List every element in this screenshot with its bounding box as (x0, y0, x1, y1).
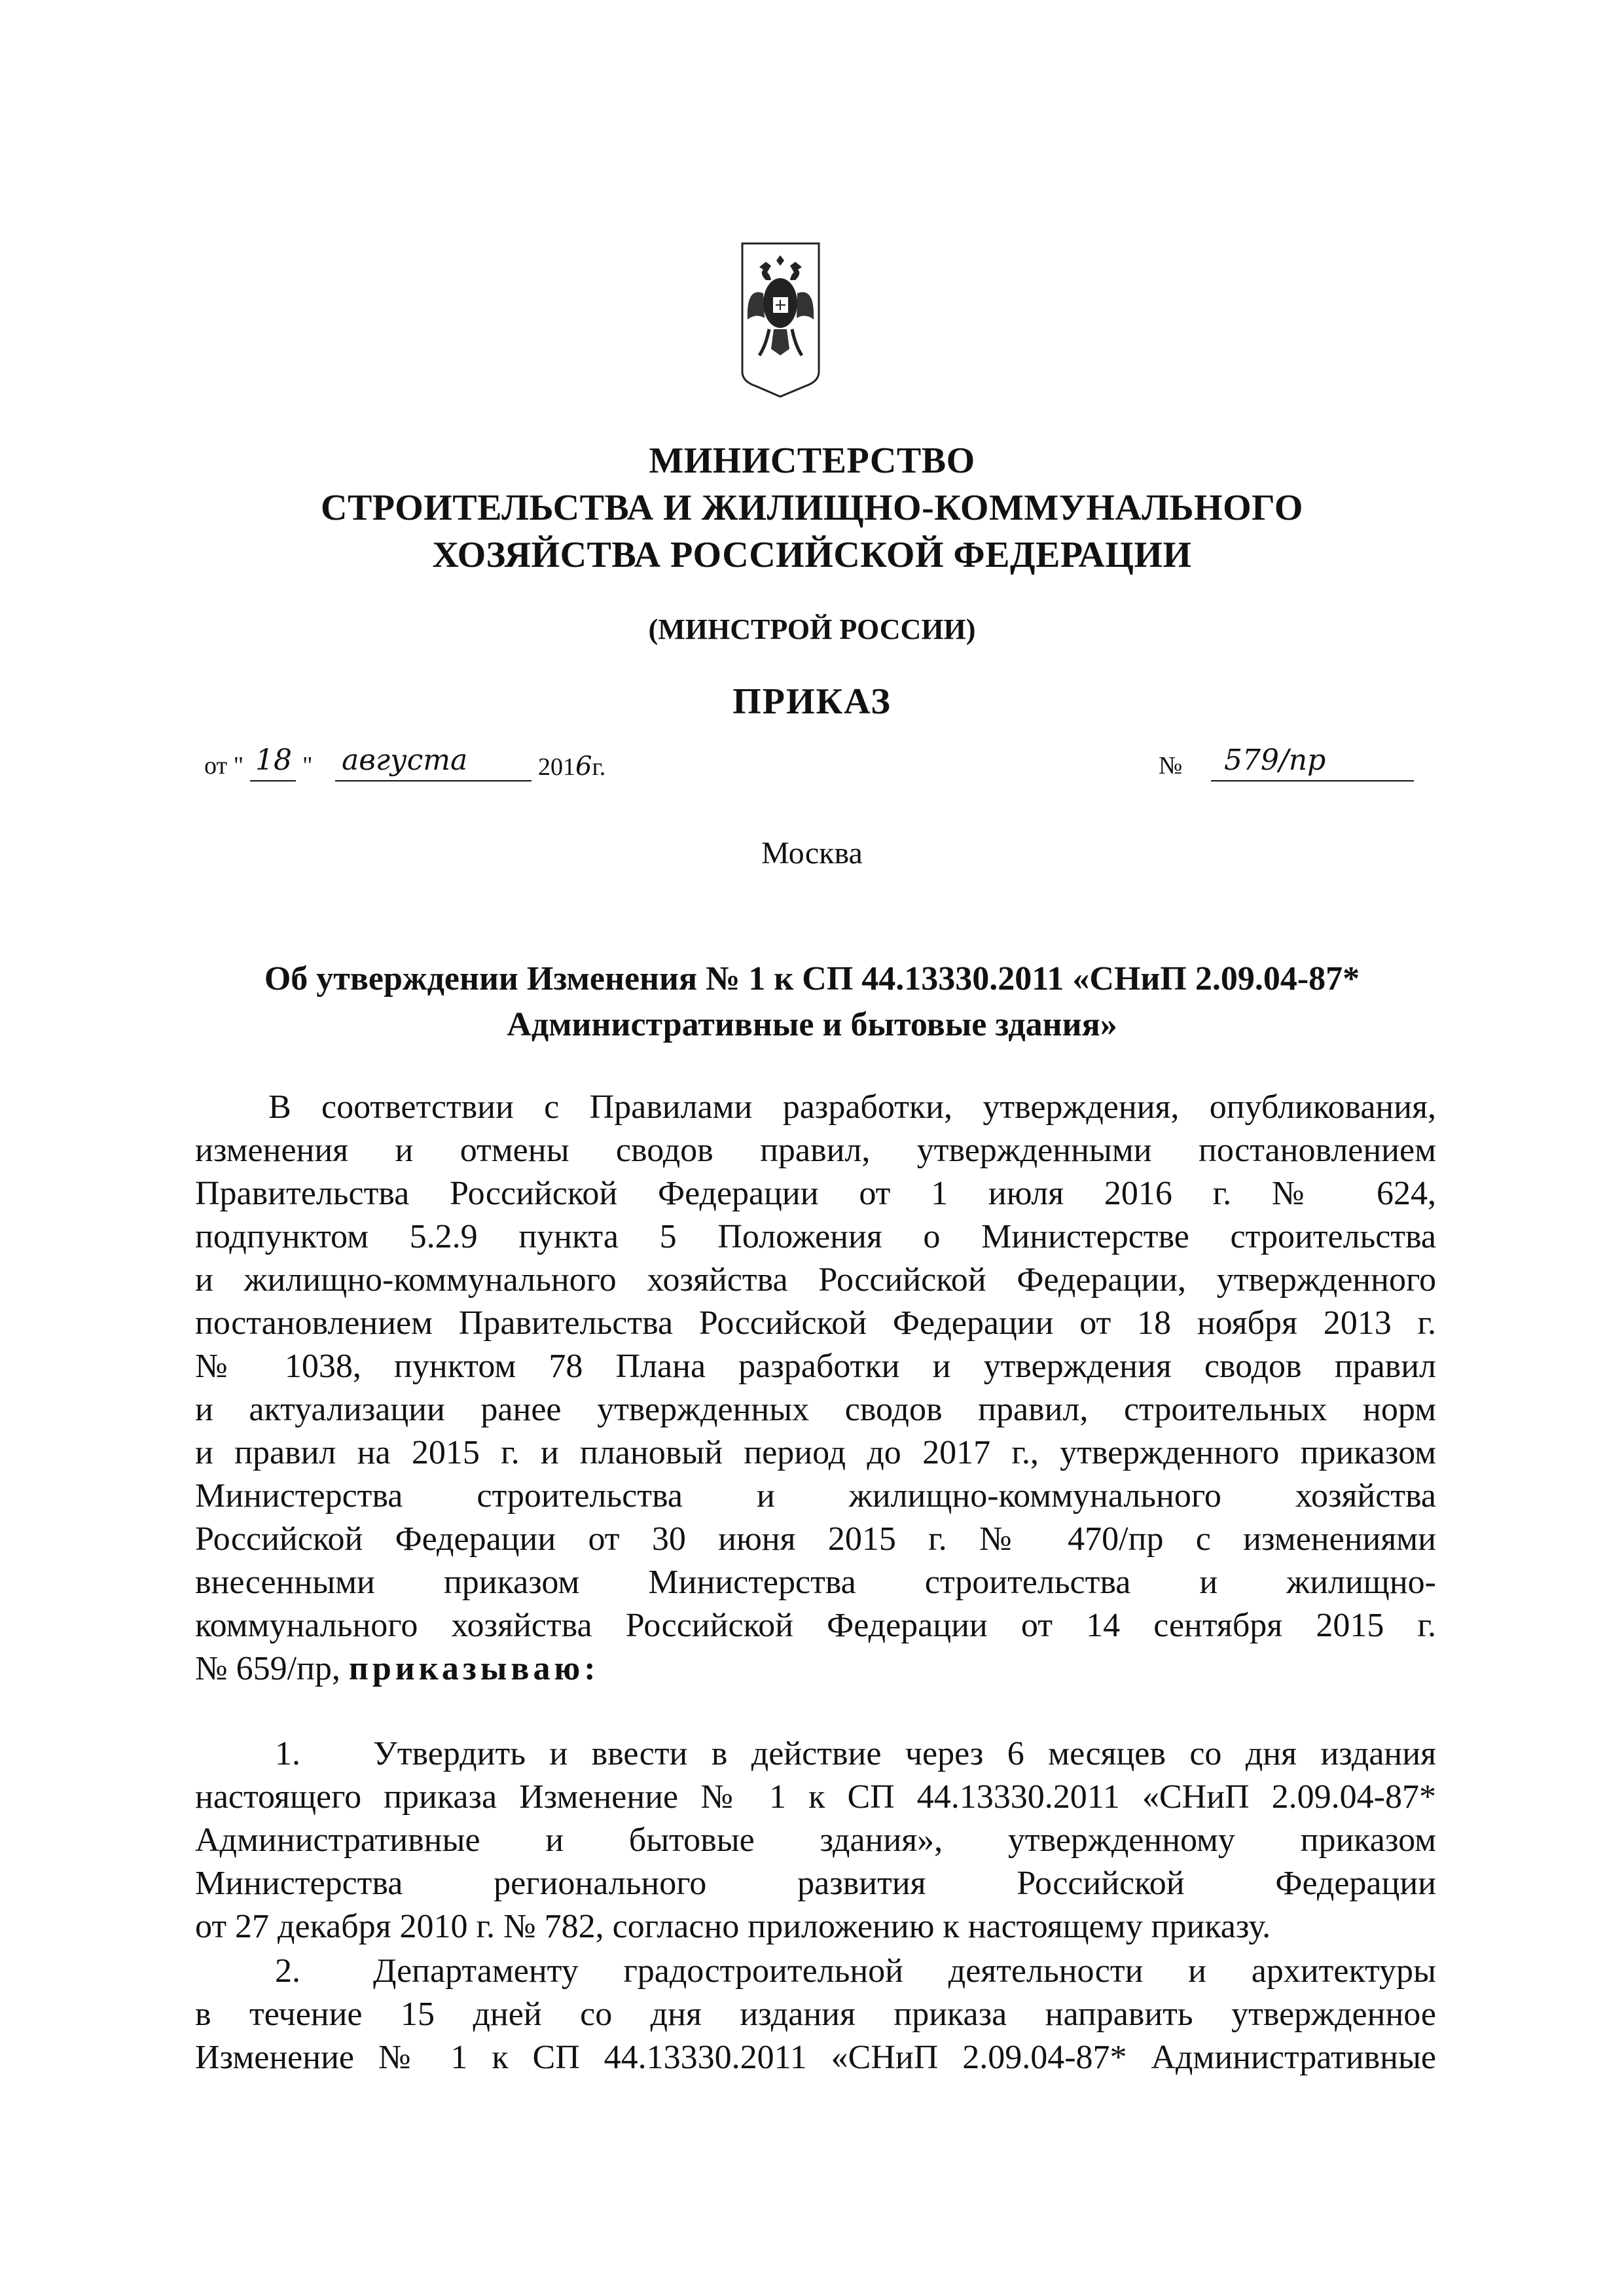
preamble-order-word: приказываю: (348, 1650, 600, 1687)
coat-of-arms-emblem (740, 241, 821, 404)
preamble-line: подпунктом 5.2.9 пункта 5 Положения о Министерстве строительства (195, 1218, 1436, 1255)
number-value: 579/пр (1224, 744, 1326, 777)
item-1-line: от 27 декабря 2010 г. № 782, согласно приложению к настоящему приказу. (195, 1908, 1271, 1945)
date-day: 18 (255, 744, 292, 777)
preamble-line: Российской Федерации от 30 июня 2015 г. № 470/пр с изменениями (195, 1520, 1436, 1558)
order-number (1159, 746, 1420, 785)
ministry-name-line-2: СТРОИТЕЛЬСТВА И ЖИЛИЩНО-КОММУНАЛЬНОГО (321, 488, 1303, 528)
number-prefix: № (1159, 752, 1183, 780)
preamble-line: и правил на 2015 г. и плановый период до 2017 г., утвержденного приказом (195, 1434, 1436, 1471)
preamble-line: и жилищно-коммунального хозяйства Российской Федерации, утвержденного (195, 1261, 1436, 1299)
item-1-line: Министерства регионального развития Российской Федерации (195, 1865, 1436, 1902)
preamble-line: Правительства Российской Федерации от 1 июля 2016 г. № 624, (195, 1175, 1436, 1212)
date-quote: " (302, 752, 313, 780)
preamble-line: Министерства строительства и жилищно-коммунального хозяйства (195, 1477, 1436, 1515)
preamble-line: № 1038, пунктом 78 Плана разработки и утверждения сводов правил (195, 1348, 1436, 1385)
item-1-line: Административные и бытовые здания», утвержденному приказом (195, 1821, 1436, 1859)
ministry-name-line-1: МИНИСТЕРСТВО (649, 440, 975, 481)
preamble-line: изменения и отмены сводов правил, утвержденными постановлением (195, 1132, 1436, 1169)
preamble-final-line (195, 1649, 1436, 1689)
city: Москва (761, 836, 863, 870)
preamble-line: постановлением Правительства Российской Федерации от 18 ноября 2013 г. (195, 1304, 1436, 1342)
title-line-1: Об утверждении Изменения № 1 к СП 44.13330.2011 «СНиП 2.09.04-87* (264, 960, 1360, 997)
preamble-final-prefix: № 659/пр, (195, 1650, 340, 1687)
date-month: августа (342, 744, 468, 777)
item-2-line: Департаменту градостроительной деятельности и архитектуры (373, 1952, 1436, 1990)
date-year: 2016г. (538, 751, 606, 781)
preamble-line: коммунального хозяйства Российской Федерации от 14 сентября 2015 г. (195, 1607, 1436, 1644)
item-1-line: настоящего приказа Изменение № 1 к СП 44.13330.2011 «СНиП 2.09.04-87* (195, 1778, 1436, 1816)
ministry-abbreviation: (МИНСТРОЙ РОССИИ) (648, 613, 976, 645)
item-2-number: 2. (275, 1952, 300, 1990)
preamble-line: В соответствии с Правилами разработки, утверждения, опубликования, (268, 1088, 1436, 1126)
document-type: ПРИКАЗ (732, 681, 892, 722)
item-1-number: 1. (275, 1735, 300, 1772)
item-2-line: в течение 15 дней со дня издания приказа направить утвержденное (195, 1996, 1436, 2033)
title-line-2: Административные и бытовые здания» (507, 1006, 1117, 1043)
ministry-name-line-3: ХОЗЯЙСТВА РОССИЙСКОЙ ФЕДЕРАЦИИ (432, 535, 1192, 575)
order-date (204, 746, 662, 785)
item-2-line: Изменение № 1 к СП 44.13330.2011 «СНиП 2.09.04-87* Административные (195, 2039, 1436, 2076)
preamble-line: внесенными приказом Министерства строительства и жилищно- (195, 1564, 1436, 1601)
date-prefix: от " (204, 752, 244, 780)
preamble-line: и актуализации ранее утвержденных сводов правил, строительных норм (195, 1391, 1436, 1428)
item-1-line: Утвердить и ввести в действие через 6 месяцев со дня издания (373, 1735, 1436, 1772)
